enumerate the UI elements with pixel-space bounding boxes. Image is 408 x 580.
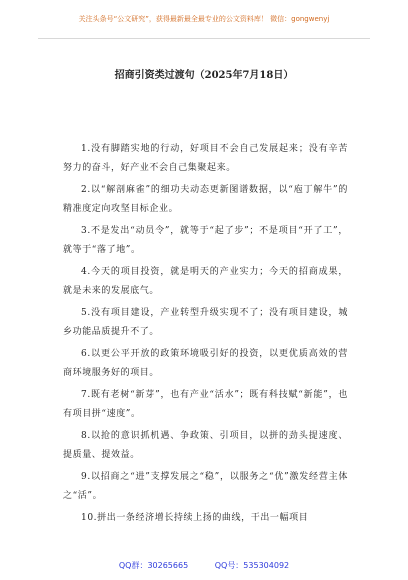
header-banner: 关注头条号“公文研究”，获得最新最全最专业的公文资料库！ 微信：gongwenyj — [78, 15, 330, 23]
paragraph-item: 8.以抢的意识抓机遇、争政策、引项目，以拼的劲头提速度、提质量、提效益。 — [63, 431, 348, 460]
footer — [0, 560, 408, 572]
paragraph-item: 1.没有脚踏实地的行动，好项目不会自己发展起来；没有辛苦努力的奋斗，好产业不会自己集聚起来。 — [63, 144, 348, 173]
paragraph-item: 2.以“解剖麻雀”的细功夫动态更新图谱数据，以“庖丁解牛”的精准度定向攻坚目标企业。 — [63, 185, 348, 214]
paragraph-item: 10.拼出一条经济增长持续上扬的曲线，干出一幅项目 — [81, 513, 309, 523]
paragraph-item: 9.以招商之“进”支撑发展之“稳”，以服务之“优”激发经营主体之“活”。 — [63, 472, 348, 501]
header-divider — [38, 38, 370, 39]
paragraph-item: 5.没有项目建设，产业转型升级实现不了；没有项目建设，城乡功能品质提升不了。 — [63, 308, 348, 337]
paragraph-item: 3.不是发出“动员令”，就等于“起了步”；不是项目“开了工”，就等于“落了地”。 — [63, 226, 348, 255]
paragraph-item: 4.今天的项目投资，就是明天的产业实力；今天的招商成果，就是未来的发展底气。 — [63, 267, 348, 296]
page-title: 招商引资类过渡句（2025年7月18日） — [114, 70, 294, 81]
paragraph-item: 7.既有老树“新芽”，也有产业“活水”；既有科技赋“新能”，也有项目拼“速度”。 — [63, 390, 348, 419]
footer-qq-group: QQ群：30265665 — [118, 561, 189, 570]
paragraph-list — [63, 140, 348, 531]
footer-qq-number: QQ号：535304092 — [214, 561, 290, 570]
paragraph-item: 6.以更公平开放的政策环境吸引好的投资，以更优质高效的营商环境服务好的项目。 — [63, 349, 348, 378]
